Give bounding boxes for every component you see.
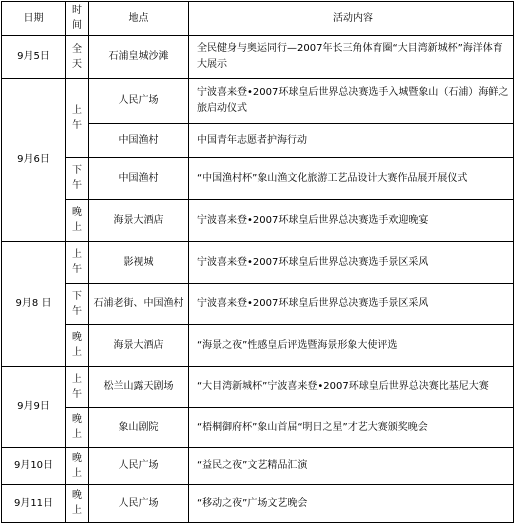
- place-cell: 中国渔村: [89, 158, 189, 200]
- place-cell: 海景大酒店: [89, 325, 189, 367]
- place-cell: 人民广场: [89, 448, 189, 485]
- time-cell: 下午: [66, 158, 89, 200]
- place-cell: 松兰山露天剧场: [89, 367, 189, 408]
- activity-cell: 宁波喜来登•2007环球皇后世界总决赛选手入城暨象山（石浦）海鲜之旅启动仪式: [189, 79, 514, 124]
- place-cell: 人民广场: [89, 485, 189, 523]
- header-place: 地点: [89, 2, 189, 36]
- place-cell: 石浦皇城沙滩: [89, 36, 189, 79]
- date-cell: 9月11日: [2, 485, 66, 523]
- activity-cell: 宁波喜来登•2007环球皇后世界总决赛选手景区采风: [189, 284, 514, 325]
- activity-cell: 宁波喜来登•2007环球皇后世界总决赛选手欢迎晚宴: [189, 200, 514, 242]
- place-cell: 海景大酒店: [89, 200, 189, 242]
- time-cell: 上午: [66, 79, 89, 158]
- time-cell: 晚上: [66, 408, 89, 448]
- schedule-table: [1, 1, 514, 523]
- time-cell: 上午: [66, 367, 89, 408]
- place-cell: 人民广场: [89, 79, 189, 124]
- activity-cell: “大目湾新城杯”宁波喜来登•2007环球皇后世界总决赛比基尼大赛: [189, 367, 514, 408]
- header-date: 日期: [2, 2, 66, 36]
- activity-cell: “海景之夜”性感皇后评选暨海景形象大使评选: [189, 325, 514, 367]
- time-cell: 晚上: [66, 200, 89, 242]
- time-cell: 晚上: [66, 448, 89, 485]
- table-row: [2, 485, 514, 523]
- date-cell: 9月8 日: [2, 242, 66, 367]
- table-row: [2, 284, 514, 325]
- header-activity: 活动内容: [189, 2, 514, 36]
- table-row: [2, 448, 514, 485]
- date-cell: 9月10日: [2, 448, 66, 485]
- time-cell: 全天: [66, 36, 89, 79]
- activity-cell: 全民健身与奥运同行—2007年长三角体育圈“大目湾新城杯”海洋体育大展示: [189, 36, 514, 79]
- time-cell: 晚上: [66, 325, 89, 367]
- table-row: [2, 242, 514, 284]
- table-row: [2, 200, 514, 242]
- place-cell: 石浦老街、中国渔村: [89, 284, 189, 325]
- time-cell: 晚上: [66, 485, 89, 523]
- time-cell: 下午: [66, 284, 89, 325]
- date-cell: 9月9日: [2, 367, 66, 448]
- activity-cell: “中国渔村杯”象山渔文化旅游工艺品设计大赛作品展开展仪式: [189, 158, 514, 200]
- table-row: [2, 158, 514, 200]
- activity-cell: “益民之夜”文艺精品汇演: [189, 448, 514, 485]
- activity-cell: 宁波喜来登•2007环球皇后世界总决赛选手景区采风: [189, 242, 514, 284]
- activity-cell: “移动之夜”广场文艺晚会: [189, 485, 514, 523]
- activity-cell: 中国青年志愿者护海行动: [189, 124, 514, 158]
- table-row: [2, 36, 514, 79]
- date-cell: 9月6日: [2, 79, 66, 242]
- table-row: [2, 408, 514, 448]
- place-cell: 象山剧院: [89, 408, 189, 448]
- time-cell: 上午: [66, 242, 89, 284]
- header-row: [2, 2, 514, 36]
- activity-cell: “梧桐御府杯”象山首届“明日之星”才艺大赛颁奖晚会: [189, 408, 514, 448]
- place-cell: 影视城: [89, 242, 189, 284]
- table-row: [2, 79, 514, 124]
- place-cell: 中国渔村: [89, 124, 189, 158]
- header-time: 时间: [66, 2, 89, 36]
- table-row: [2, 325, 514, 367]
- table-row: [2, 367, 514, 408]
- date-cell: 9月5日: [2, 36, 66, 79]
